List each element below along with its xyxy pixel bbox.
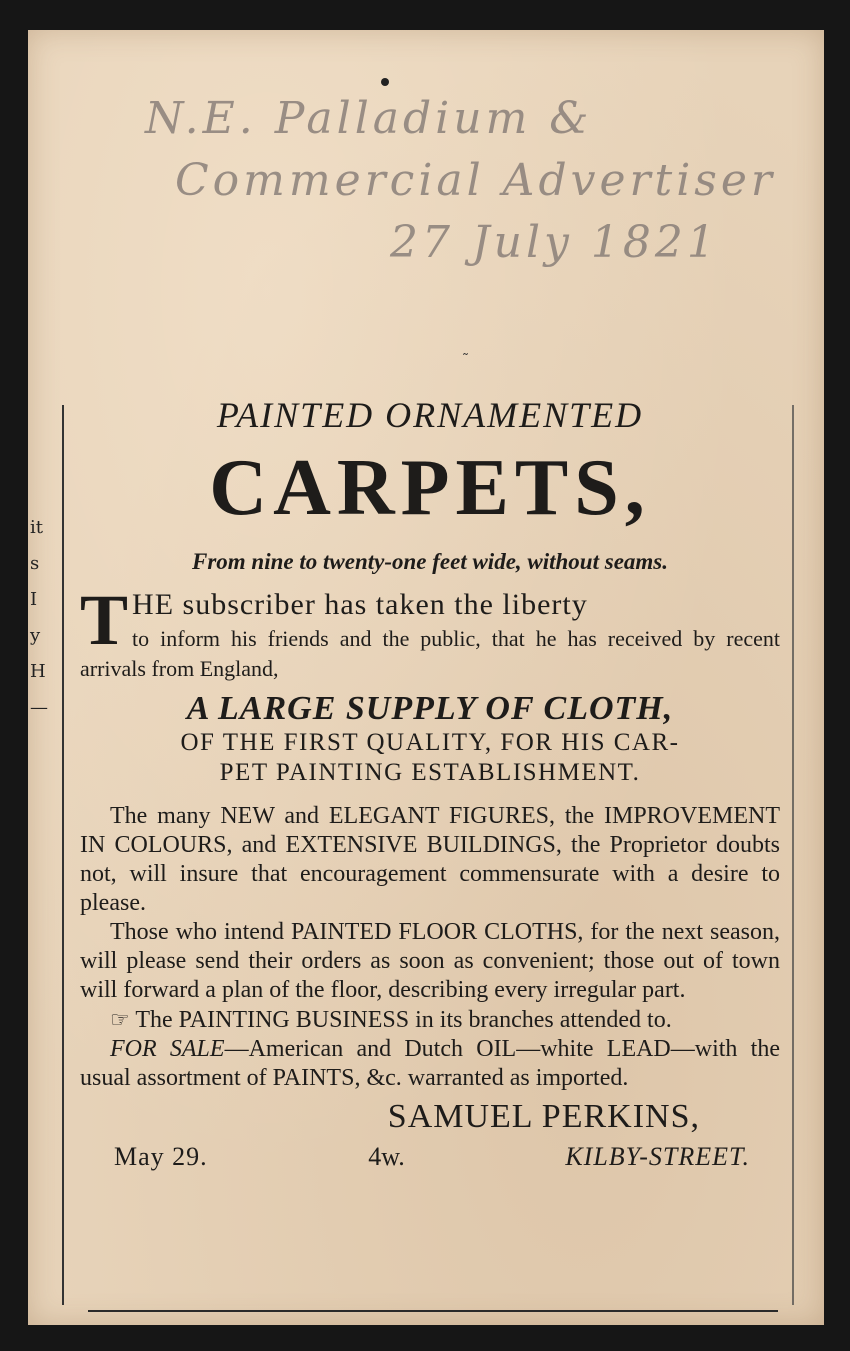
quality-heading: OF THE FIRST QUALITY, FOR HIS CAR- PET PAINTING ESTABLISHMENT. bbox=[180, 729, 680, 786]
intro-paragraph bbox=[80, 580, 780, 684]
ad-term: 4w. bbox=[368, 1142, 405, 1171]
for-sale-paragraph bbox=[80, 1035, 780, 1093]
painting-business-text: The PAINTING BUSINESS in its branches attended to. bbox=[135, 1007, 672, 1033]
supply-heading: A LARGE SUPPLY OF CLOTH, bbox=[186, 690, 674, 727]
painting-business-paragraph bbox=[80, 1005, 780, 1035]
pointing-hand-icon: ☞ bbox=[110, 1007, 130, 1032]
column-rule-left bbox=[62, 405, 64, 1305]
column-rule-right bbox=[792, 405, 794, 1305]
for-sale-lead: FOR SALE bbox=[110, 1036, 225, 1062]
fragment: y bbox=[30, 625, 41, 646]
floor-cloths-paragraph: Those who intend PAINTED FLOOR CLOTHS, for the next season, will please send their orders as soon as convenient; those out of town will forward a plan of the floor, describing every irregular part. bbox=[80, 919, 780, 1003]
figures-paragraph: The many NEW and ELEGANT FIGURES, the IMPROVEMENT IN COLOURS, and EXTENSIVE BUILDINGS, the Proprietor doubts not, will insure that encouragement commensurate with a desire to please. bbox=[80, 803, 780, 916]
fragment: it bbox=[30, 517, 43, 538]
fragment: s bbox=[30, 553, 40, 574]
handwriting-line-1: N.E. Palladium & bbox=[145, 93, 593, 144]
intro-first-line: HE subscriber has taken the liberty bbox=[132, 588, 588, 621]
footer-row bbox=[80, 1139, 780, 1175]
fragment: I bbox=[30, 589, 38, 610]
ad-heading: PAINTED ORNAMENTED bbox=[216, 395, 644, 435]
handwritten-annotation bbox=[145, 88, 785, 274]
fragment: H bbox=[30, 661, 46, 682]
signature: SAMUEL PERKINS, bbox=[387, 1098, 700, 1135]
ad-title: CARPETS, bbox=[209, 444, 651, 532]
bottom-rule bbox=[88, 1310, 778, 1312]
handwriting-line-3: 27 July 1821 bbox=[390, 217, 719, 268]
adjacent-column-fragments bbox=[30, 510, 52, 726]
advertisement bbox=[80, 390, 780, 1175]
fragment: — bbox=[30, 697, 48, 718]
intro-rest: to inform his friends and the public, that he has received by recent arrivals from England, bbox=[80, 626, 780, 681]
ornament-mark: ˜ bbox=[462, 352, 469, 368]
for-sale-text: —American and Dutch OIL—white LEAD—with the usual assortment of PAINTS, &c. warranted as imported. bbox=[80, 1036, 781, 1091]
ink-dot bbox=[381, 78, 389, 86]
ad-subtitle: From nine to twenty-one feet wide, without seams. bbox=[192, 549, 668, 574]
ad-street: KILBY-STREET. bbox=[565, 1142, 750, 1171]
ad-date: May 29. bbox=[114, 1142, 208, 1171]
drop-cap: T bbox=[80, 580, 129, 660]
handwriting-line-2: Commercial Advertiser bbox=[175, 155, 776, 206]
